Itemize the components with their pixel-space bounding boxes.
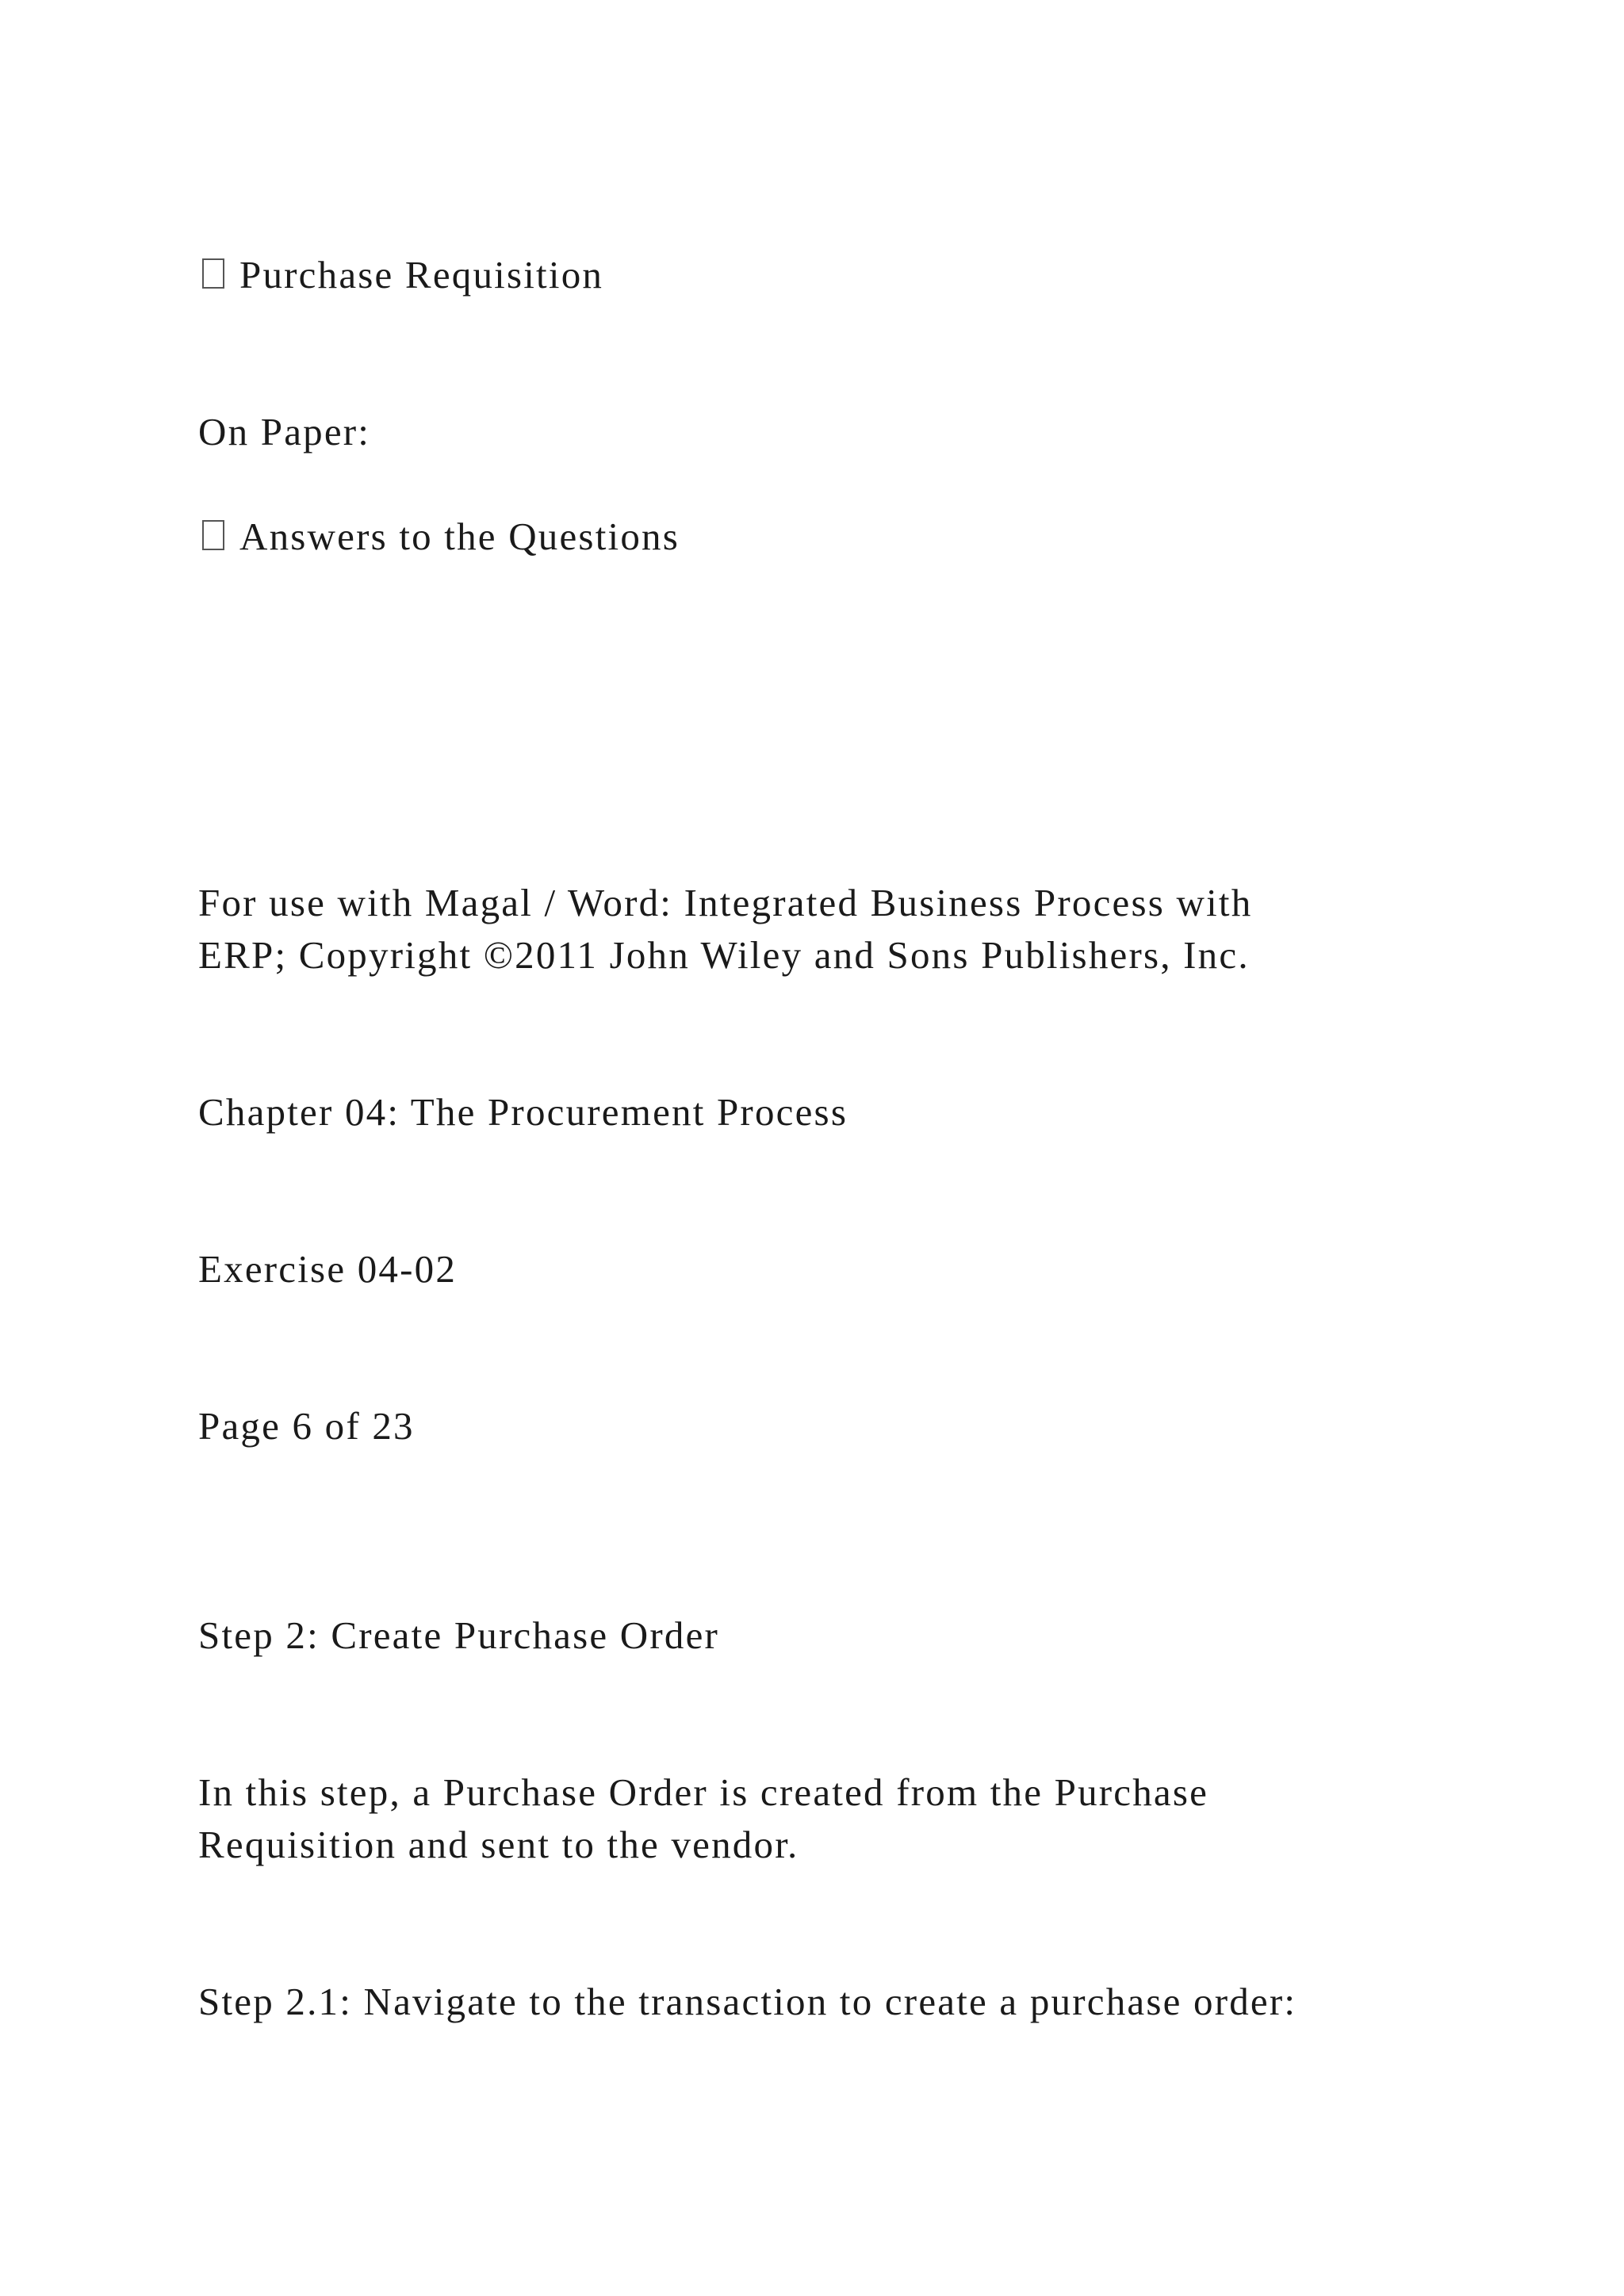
footer-line-2: ERP; Copyright ©2011 John Wiley and Sons Publishers, Inc. [198,933,1250,977]
chapter-title: Chapter 04: The Procurement Process [198,1090,848,1134]
step-2-1-instruction: Step 2.1: Navigate to the transaction to create a purchase order: [198,1980,1297,2023]
missing-glyph-box-icon [198,518,230,553]
bullet-item-answers [198,511,680,563]
bullet-item-purchase-requisition [198,249,603,301]
bullet-item-label: Answers to the Questions [239,515,680,558]
bullet-item-label: Purchase Requisition [239,253,604,297]
footer-line-1: For use with Magal / Word: Integrated Business Process with [198,881,1253,924]
step-2-description-line-1: In this step, a Purchase Order is created from the Purchase [198,1770,1209,1814]
exercise-number: Exercise 04-02 [198,1247,458,1291]
page-number: Page 6 of 23 [198,1404,415,1448]
step-2-heading: Step 2: Create Purchase Order [198,1613,720,1657]
step-2-description-line-2: Requisition and sent to the vendor. [198,1823,799,1866]
section-on-paper: On Paper: [198,410,371,453]
missing-glyph-box-icon [198,256,230,291]
